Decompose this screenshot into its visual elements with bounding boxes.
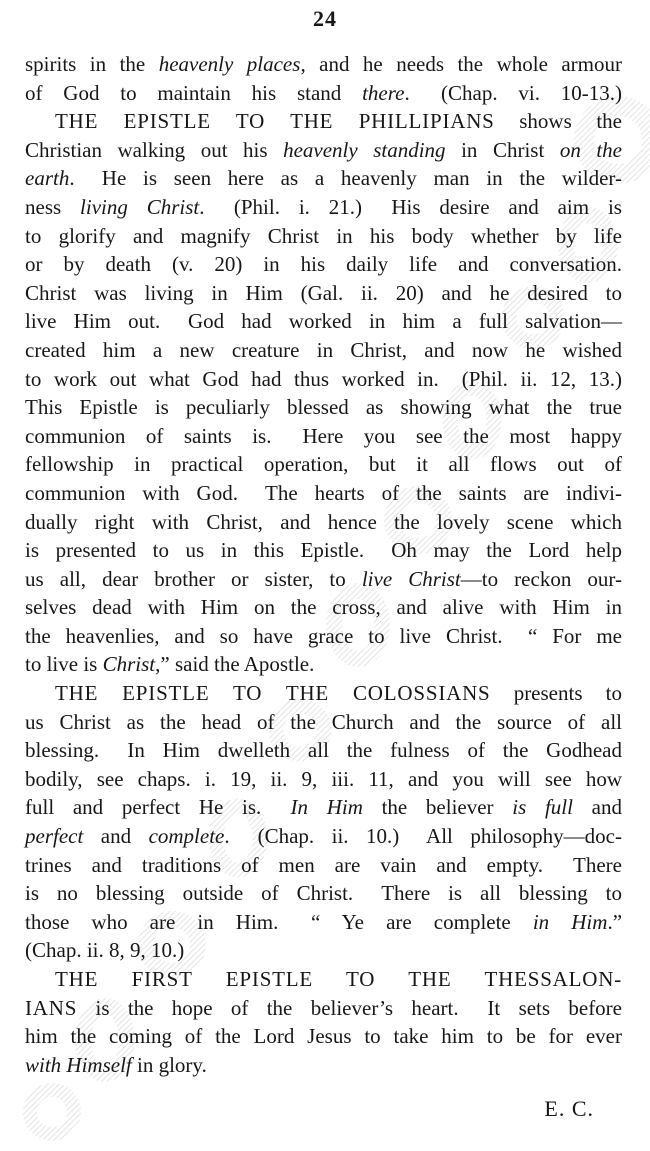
text-line: [25, 136, 622, 165]
body-text: fellowship in practical operation, but it all flows out of: [25, 452, 622, 477]
italic-text: there: [362, 80, 405, 105]
epistle-heading-text: THE EPISTLE TO THE PHILLIPIANS: [55, 109, 495, 134]
body-text: in Christ: [445, 137, 560, 162]
text-line: [25, 622, 622, 651]
body-text: is the hope of the believer’s heart. It sets before: [77, 995, 622, 1020]
paragraph: [25, 965, 622, 1079]
body-text: and: [83, 824, 149, 849]
body-text: created him a new creature in Christ, and now he wished: [25, 337, 622, 362]
body-text: to work out what God had thus worked in. (Phil. ii. 12, 13.): [25, 366, 622, 391]
italic-text: with Himself: [25, 1052, 132, 1077]
text-line: [25, 851, 622, 880]
italic-text: perfect: [25, 824, 84, 849]
text-line: [25, 508, 622, 537]
body-text: in glory.: [131, 1052, 207, 1077]
page-number: 24: [313, 6, 337, 31]
text-line: [25, 593, 622, 622]
body-text: blessing. In Him dwelleth all the fulness of the Godhead: [25, 738, 622, 763]
text-line: [25, 450, 622, 479]
paragraph: [25, 679, 622, 965]
body-text: to glorify and magnify Christ in his body whether by life: [25, 223, 622, 248]
body-text: us all, dear brother or sister, to: [25, 566, 362, 591]
text-line: [25, 50, 622, 79]
body-text: and: [572, 795, 623, 820]
text-line: [25, 250, 622, 279]
text-line: [25, 536, 622, 565]
italic-text: in Him: [532, 909, 608, 934]
body-text: live Him out. God had worked in him a full salvation—: [25, 309, 622, 334]
body-text: is presented to us in this Epistle. Oh may the Lord help: [25, 538, 622, 563]
body-text: (Chap. ii. 8, 9, 10.): [25, 938, 185, 963]
italic-text: Christ: [102, 652, 156, 677]
body-text: is no blessing outside of Christ. There is all blessing to: [25, 881, 622, 906]
body-text: . (Chap. vi. 10-13.): [404, 80, 622, 105]
body-text: .”: [607, 909, 623, 934]
text-line: [25, 679, 622, 708]
body-text: communion of saints is. Here you see the most happy: [25, 423, 622, 448]
epistle-heading-text: THE EPISTLE TO THE COLOSSIANS: [55, 681, 491, 706]
body-text: trines and traditions of men are vain and empty. There: [25, 852, 622, 877]
body-text: bodily, see chaps. i. 19, ii. 9, iii. 11, and you will see how: [25, 766, 622, 791]
epistle-heading-text: IANS: [25, 995, 78, 1020]
text-line: [25, 650, 622, 679]
italic-text: heavenly standing: [283, 137, 446, 162]
text-line: [25, 965, 622, 994]
text-line: [25, 79, 622, 108]
body-text: ,” said the Apostle.: [155, 652, 315, 677]
body-text: of God to maintain his stand: [25, 80, 363, 105]
italic-text: complete: [148, 824, 225, 849]
text-line: [25, 164, 622, 193]
body-text: Christian walking out his: [25, 137, 284, 162]
text-line: [25, 1051, 622, 1080]
text-line: [25, 822, 622, 851]
body-text: communion with God. The hearts of the saints are indivi-: [25, 480, 622, 505]
text-line: [25, 279, 622, 308]
italic-text: living Christ: [80, 194, 200, 219]
paragraph: [25, 50, 622, 107]
body-text: dually right with Christ, and hence the lovely scene which: [25, 509, 622, 534]
body-text: This Epistle is peculiarly blessed as showing what the true: [25, 395, 622, 420]
text-line: [25, 365, 622, 394]
text-line: [25, 908, 622, 937]
text-line: [25, 793, 622, 822]
body-text: full and perfect He is.: [25, 795, 291, 820]
text-line: [25, 565, 622, 594]
italic-text: heavenly places: [158, 52, 301, 76]
text-line: [25, 1022, 622, 1051]
text-line: [25, 994, 622, 1023]
text-line: [25, 422, 622, 451]
body-text: . (Phil. i. 21.) His desire and aim is: [199, 194, 622, 219]
text-line: [25, 193, 622, 222]
text-line: [25, 393, 622, 422]
paragraph: [25, 107, 622, 679]
text-line: [25, 107, 622, 136]
body-text: the heavenlies, and so have grace to live Christ. “ For me: [25, 623, 622, 648]
body-text: spirits in the: [25, 52, 159, 76]
text-line: [25, 936, 622, 965]
text-line: [25, 879, 622, 908]
body-text: those who are in Him. “ Ye are complete: [25, 909, 533, 934]
body-text: ness: [25, 194, 81, 219]
body-text: us Christ as the head of the Church and the source of all: [25, 709, 622, 734]
text-block: [25, 50, 622, 1079]
body-text: or by death (v. 20) in his daily life and conversation.: [25, 252, 622, 277]
italic-text: is full: [512, 795, 573, 820]
text-line: [25, 765, 622, 794]
italic-text: In Him: [290, 795, 363, 820]
body-text: . (Chap. ii. 10.) All philosophy—doc-: [224, 824, 622, 849]
italic-text: on the: [559, 137, 622, 162]
italic-text: live Christ: [361, 566, 461, 591]
text-line: [25, 222, 622, 251]
text-line: [25, 736, 622, 765]
text-line: [25, 336, 622, 365]
epistle-heading-text: THE FIRST EPISTLE TO THE THESSALON-: [55, 967, 622, 991]
body-text: . He is seen here as a heavenly man in the wilder-: [69, 166, 622, 191]
body-text: him the coming of the Lord Jesus to take him to be for ever: [25, 1024, 622, 1049]
body-text: shows the: [494, 109, 623, 134]
body-text: —to reckon our-: [460, 566, 622, 591]
italic-text: earth: [25, 166, 70, 191]
text-line: [25, 307, 622, 336]
body-text: Christ was living in Him (Gal. ii. 20) and he desired to: [25, 280, 622, 305]
author-initials: E. C.: [544, 1096, 594, 1121]
body-text: to live is: [25, 652, 103, 677]
text-line: [25, 479, 622, 508]
text-line: [25, 708, 622, 737]
body-text: presents to: [490, 681, 622, 706]
body-text: selves dead with Him on the cross, and alive with Him in: [25, 595, 622, 620]
body-text: the believer: [362, 795, 513, 820]
body-text: , and he needs the whole armour: [300, 52, 622, 76]
